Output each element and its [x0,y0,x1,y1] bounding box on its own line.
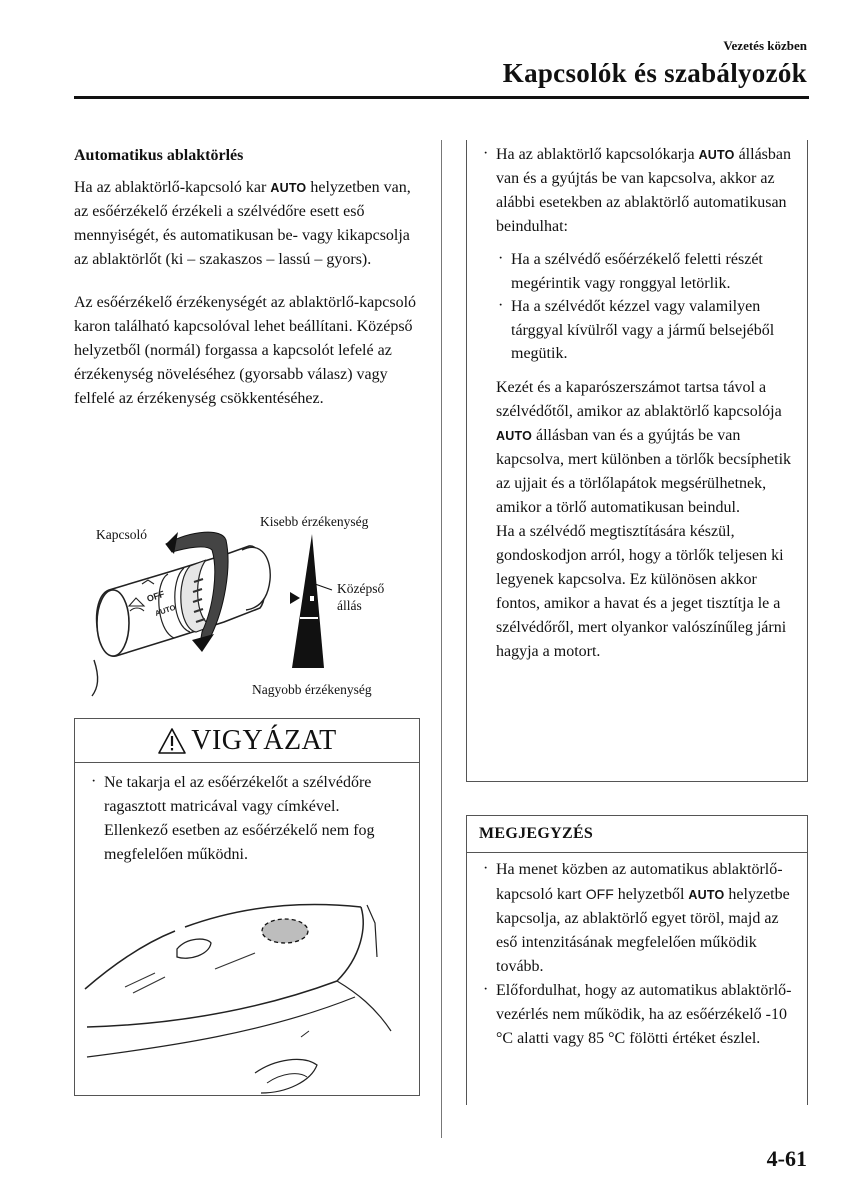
right-box-content [481,143,799,664]
bullet-mark: · [498,250,504,267]
caution-title: VIGYÁZAT [191,724,337,756]
list-item [89,771,405,867]
auto-symbol: AUTO [698,148,735,162]
warning-triangle-icon [157,727,187,755]
page-title: Kapcsolók és szabályozók [502,58,807,88]
text-run: Előfordulhat, hogy az automatikus ablaktörlő-vezérlés nem működik, ha az esőérzékelő -10 °C alatti vagy 85 °C fölötti értéket észlel. [496,982,792,1047]
page-number: 4-61 [766,1146,807,1171]
text-run: Ha az ablaktörlő-kapcsoló kar [74,179,271,196]
text-run: Ha a szélvédő esőérzékelő feletti részét megérintik vagy ronggyal letörlik. [511,251,763,292]
list-item [496,295,799,366]
bullet-mark: · [483,145,489,162]
auto-symbol: AUTO [270,181,307,195]
caution-text: Ne takarja el az esőérzékelőt a szélvédőre ragasztott matricával vagy címkével. Ellenkező esetben az esőérzékelő nem fog megfelelően működni. [104,774,375,863]
header-rule [74,96,809,99]
text-run: Ha menet közben az automatikus ablaktörlő-kapcsoló kart [496,861,783,903]
knob-off-label: OFF [145,588,166,604]
paragraph-cleaning: Ha a szélvédő megtisztítására készül, gondoskodjon arról, hogy a törlők teljesen ki legyenek kapcsolva. Ez különösen akkor fontos, amikor a havat és a jeget tisztítja le a szélvédőről, mert olyankor valószínűleg járni hagyja a motort. [496,522,787,660]
bullet-mark: · [498,297,504,314]
label-less-sensitivity: Kisebb érzékenység [260,514,369,529]
paragraph-auto-mode [74,176,419,272]
right-info-box [466,140,808,782]
auto-symbol: AUTO [496,428,532,443]
caution-content [89,771,405,867]
wiper-switch-figure [74,510,419,710]
windshield-illustration [75,897,420,1096]
list-item [481,858,799,979]
list-item [481,143,799,239]
list-item [481,979,799,1051]
label-switch: Kapcsoló [96,527,147,542]
bullet-mark: · [91,773,97,790]
caution-box [74,718,420,1096]
label-middle-position-2: állás [337,598,362,613]
list-item [496,248,799,295]
text-run: helyzetben van, az esőérzékelő érzékeli a szélvédőre esett eső mennyiségét, és automatikusan be- vagy kikapcsolja az ablaktörlőt (ki – szakaszos – lassú – gyors). [74,179,411,268]
sub-list [496,248,799,366]
text-run: Ha az ablaktörlő kapcsolókarja [496,146,699,163]
bullet-mark: · [483,860,489,877]
auto-symbol: AUTO [688,888,725,902]
text-run: állásban van és a gyújtás be van kapcsolva, akkor az alábbi esetekben az ablaktörlő automatikusan beindulhat: [496,146,791,235]
text-run: állásban van és a gyújtás be van kapcsolva, mert különben a törlők becsíphetik az ujjait és a törlőlapátok megsérülhetnek, amikor a törlő automatikusan beindul. [496,426,792,516]
off-symbol: OFF [585,886,614,902]
paragraph-sensitivity: Az esőérzékelő érzékenységét az ablaktörlő-kapcsoló karon található kapcsolóval lehet beállítani. Középső helyzetből (normál) forgassa a kapcsolót lefelé az érzékenység növeléséhez (gyorsabb válasz) vagy felfelé az érzékenység csökkentéséhez. [74,294,417,407]
left-column [74,145,419,411]
note-content [481,858,799,1051]
note-box [466,815,808,1105]
text-run: helyzetbe kapcsolja, az ablaktörlő egyet töröl, majd az eső intenzitásának megfelelően működik tovább. [496,886,790,975]
section-heading: Automatikus ablaktörlés [74,147,244,164]
label-more-sensitivity: Nagyobb érzékenység [252,682,372,697]
caution-header [75,719,419,763]
text-run: Ha a szélvédőt kézzel vagy valamilyen tárggyal kívülről vagy a jármű belsejéből megütik. [511,298,775,362]
paragraph-keep-hands-away [496,376,799,520]
label-middle-position-1: Középső [337,581,385,596]
knob-auto-label: AUTO [153,602,177,618]
section-label: Vezetés közben [723,38,807,53]
text-run: helyzetből [613,886,689,903]
column-divider [441,140,442,1138]
text-run: Kezét és a kaparószerszámot tartsa távol a szélvédőtől, amikor az ablaktörlő kapcsolója [496,378,782,420]
bullet-mark: · [483,981,489,998]
note-title: MEGJEGYZÉS [467,816,807,853]
